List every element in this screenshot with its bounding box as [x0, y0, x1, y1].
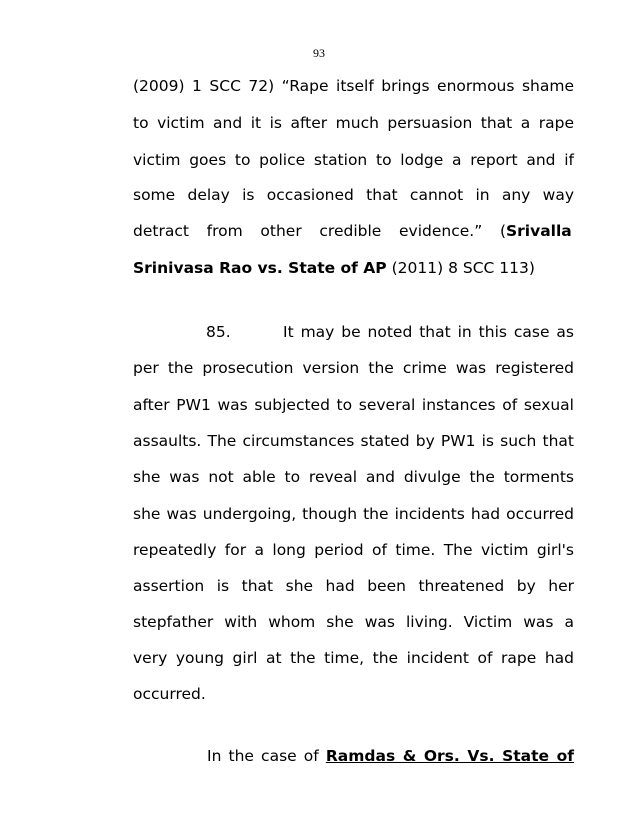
- paragraph-2-line-10: very young girl at the time, the incident of rape had: [133, 649, 574, 667]
- paragraph-1-line-1: (2009) 1 SCC 72) “Rape itself brings enormous shame: [133, 77, 574, 95]
- paragraph-3-line-1: [133, 747, 574, 765]
- paragraph-2-line-6: she was undergoing, though the incidents had occurred: [133, 505, 574, 523]
- paragraph-1-line-4: some delay is occasioned that cannot in any way: [133, 186, 574, 204]
- page-number: 93: [313, 46, 325, 60]
- paragraph-1-line-2: to victim and it is after much persuasion that a rape: [133, 114, 574, 132]
- paragraph-number: 85.: [206, 323, 231, 341]
- paragraph-2-line-5: she was not able to reveal and divulge the torments: [133, 468, 574, 486]
- paragraph-1-line-5: [133, 222, 574, 240]
- paragraph-2-line-3: after PW1 was subjected to several instances of sexual: [133, 396, 574, 414]
- paragraph-3-text: [207, 747, 574, 765]
- case-name-link: Ramdas & Ors. Vs. State of: [325, 747, 574, 765]
- case-citation-part-1: Srivalla: [506, 222, 572, 240]
- paragraph-2-line-11: occurred.: [133, 685, 206, 703]
- paragraph-2-line-9: stepfather with whom she was living. Victim was a: [133, 613, 574, 631]
- paragraph-2-line-8: assertion is that she had been threatened by her: [133, 577, 574, 595]
- paragraph-1-line-3: victim goes to police station to lodge a report and if: [133, 151, 574, 169]
- paragraph-2-line-2: per the prosecution version the crime was registered: [133, 359, 574, 377]
- quote-ending: detract from other credible evidence.” (: [133, 222, 506, 240]
- paragraph-2-line-7: repeatedly for a long period of time. The victim girl's: [133, 541, 574, 559]
- citation-reference: (2011) 8 SCC 113): [386, 259, 535, 277]
- case-intro: In the case of: [207, 747, 326, 765]
- paragraph-2-line-1: [133, 323, 574, 341]
- paragraph-2-line-4: assaults. The circumstances stated by PW1 is such that: [133, 432, 574, 450]
- paragraph-2-first-line-text: It may be noted that in this case as: [283, 323, 574, 341]
- case-citation-part-2: Srinivasa Rao vs. State of AP: [133, 259, 387, 277]
- paragraph-1-line-6: [133, 259, 574, 277]
